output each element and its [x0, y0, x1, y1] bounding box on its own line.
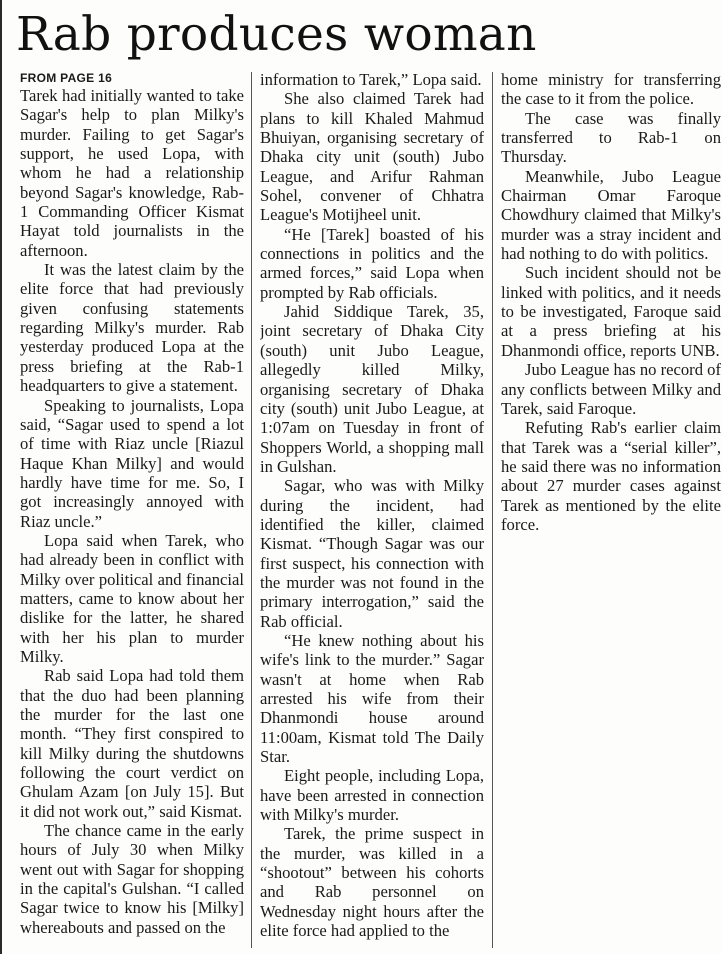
article-paragraph: Rab said Lopa had told them that the duo had been planning the murder for the last one month. “They first conspired to kill Milky during the shutdowns following the court verdict on Ghulam Azam [on July 15]. But it did not work out,” said Kismat.: [20, 666, 244, 821]
article-paragraph: Meanwhile, Jubo League Chairman Omar Faroque Chowdhury claimed that Milky's murder was a stray incident and had nothing to do with politics.: [501, 166, 721, 264]
kicker: FROM PAGE 16: [20, 71, 113, 85]
article-paragraph: The case was finally transferred to Rab-1 on Thursday.: [501, 108, 721, 167]
article-column-1: [20, 70, 244, 954]
article-paragraph: Jahid Siddique Tarek, 35, joint secretary of Dhaka City (south) unit Jubo League, allegedly killed Milky, organising secretary of Dhaka city (south) unit Jubo League, at 1:07am on Tuesday in front of Shoppers World, a shopping mall in Gulshan.: [260, 302, 484, 476]
article-paragraph: home ministry for transferring the case to it from the police.: [501, 70, 721, 109]
article-paragraph: Eight people, including Lopa, have been arrested in connection with Milky's murder.: [260, 766, 484, 825]
column-rule: [251, 72, 252, 948]
article-column-2: [260, 70, 484, 954]
article-paragraph: Lopa said when Tarek, who had already been in conflict with Milky over political and financial matters, came to know about her dislike for the latter, he shared with her his plan to murder Milky.: [20, 530, 244, 666]
article-paragraph: She also claimed Tarek had plans to kill Khaled Mahmud Bhuiyan, organising secretary of Dhaka city unit (south) Jubo League, and Arifur Rahman Sohel, convener of Chhatra League's Motijheel unit.: [260, 89, 484, 225]
article-paragraph: The chance came in the early hours of July 30 when Milky went out with Sagar for shopping in the capital's Gulshan. “I called Sagar twice to know his [Milky] whereabouts and passed on the: [20, 821, 244, 937]
article-paragraph: “He knew nothing about his wife's link to the murder.” Sagar wasn't at home when Rab arrested his wife from their Dhanmondi house around 11:00am, Kismat told The Daily Star.: [260, 630, 484, 767]
article-paragraph: Such incident should not be linked with politics, and it needs to be investigated, Faroque said at a press briefing at his Dhanmondi office, reports UNB.: [501, 263, 721, 360]
article-paragraph: “He [Tarek] boasted of his connections in politics and the armed forces,” said Lopa when prompted by Rab officials.: [260, 224, 484, 302]
article-paragraph: Tarek, the prime suspect in the murder, was killed in a “shootout” between his cohorts and Rab personnel on Wednesday night hours after the elite force had applied to the: [260, 824, 484, 941]
article-paragraph: Speaking to journalists, Lopa said, “Sagar used to spend a lot of time with Riaz uncle [Riazul Haque Khan Milky] and would hardly have time for me. So, I got increasingly annoyed with Riaz uncle.”: [20, 395, 244, 531]
article-column-3: [501, 70, 721, 954]
article-paragraph: Sagar, who was with Milky during the incident, had identified the killer, claimed Kismat. “Though Sagar was our first suspect, his connection with the murder was not found in the primary interrogation,” said the Rab official.: [260, 476, 484, 631]
article-paragraph: Tarek had initially wanted to take Sagar's help to plan Milky's murder. Failing to get Sagar's support, he used Lopa, with whom he had a relationship beyond Sagar's knowledge, Rab-1 Commanding Officer Kismat Hayat told journalists in the afternoon.: [20, 86, 244, 260]
article-paragraph: Jubo League has no record of any conflicts between Milky and Tarek, said Faroque.: [501, 360, 721, 418]
article-paragraph: information to Tarek,” Lopa said.: [260, 70, 482, 89]
article-body: [20, 86, 244, 937]
article-paragraph: It was the latest claim by the elite force that had previously given confusing statements regarding Milky's murder. Rab yesterday produced Lopa at the press briefing at the Rab-1 headquarters to give a statement.: [20, 260, 244, 396]
headline: Rab produces woman: [16, 7, 537, 62]
article-paragraph: Refuting Rab's earlier claim that Tarek was a “serial killer”, he said there was no information about 27 murder cases against Tarek as mentioned by the elite force.: [501, 418, 721, 534]
column-rule: [492, 72, 493, 948]
